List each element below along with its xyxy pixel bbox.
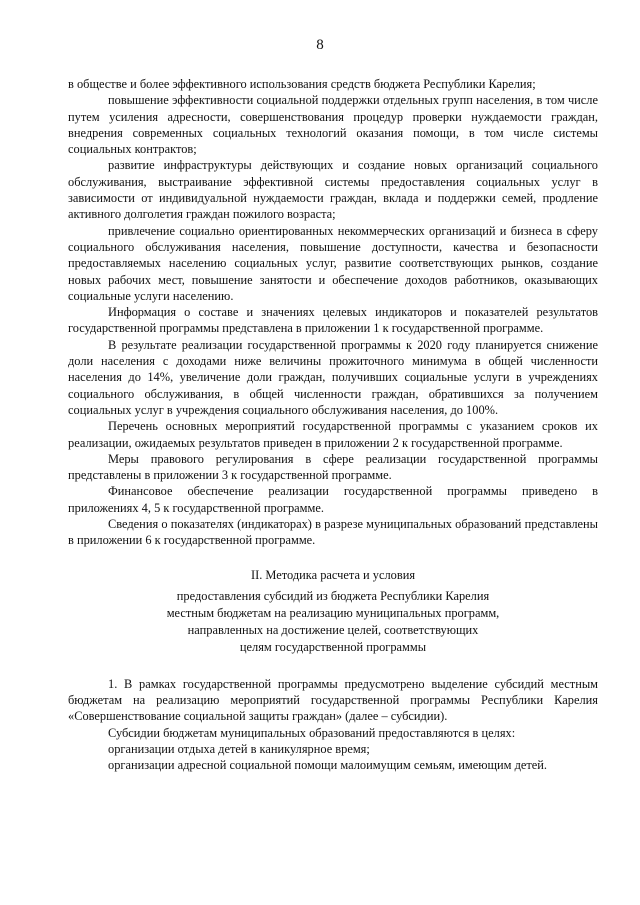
paragraph: Информация о составе и значениях целевых индикаторов и показателей результатов государственной программы представлена в приложении 1 к государственной программе. (68, 305, 598, 336)
paragraph: 1. В рамках государственной программы предусмотрено выделение субсидий местным бюджетам на реализацию мероприятий государственной программы Республики Карелия «Совершенствование социальной защиты граждан» (далее – субсидии). (68, 676, 598, 724)
paragraph: В результате реализации государственной программы к 2020 году планируется снижение доли населения с доходами ниже величины прожиточного минимума в общей численности населения до 14%, увеличение доли граждан, получивших социальные услуги в учреждениях социального обслуживания, в общей численности граждан, обратившихся за получением социальных услуг в учреждения социального обслуживания населения, до 100%. (68, 337, 598, 417)
document-body (68, 76, 598, 773)
paragraph: Финансовое обеспечение реализации государственной программы приведено в приложениях 4, 5 к государственной программе. (68, 484, 598, 515)
paragraph: повышение эффективности социальной поддержки отдельных групп населения, в том числе путем усиления адресности, совершенствования процедур проверки нуждаемости граждан, внедрения современных социальных технологий оказания помощи, в том числе системы социальных контрактов; (68, 93, 598, 157)
section-heading (68, 567, 598, 656)
section-title: II. Методика расчета и условия (250, 567, 416, 582)
paragraph: Сведения о показателях (индикаторах) в разрезе муниципальных образований представлены в приложении 6 к государственной программе. (68, 517, 598, 548)
paragraph-continuation: в обществе и более эффективного использования средств бюджета Республики Карелия; (68, 77, 536, 91)
paragraph: организации отдыха детей в каникулярное время; (108, 741, 370, 756)
section-subtitle-line: предоставления субсидий из бюджета Республики Карелия (176, 588, 490, 603)
paragraph: Перечень основных мероприятий государственной программы с указанием сроков их реализации, ожидаемых результатов приведен в приложении 2 к государственной программе. (68, 419, 598, 450)
paragraph: развитие инфраструктуры действующих и создание новых организаций социального обслуживания, выстраивание эффективной системы предоставления социальных услуг в зависимости от индивидуальной нуждаемости граждан, вклада и поддержки семей, продление активного долголетия граждан пожилого возраста; (68, 158, 598, 222)
page-number: 8 (316, 37, 324, 53)
paragraph: Субсидии бюджетам муниципальных образований предоставляются в целях: (108, 725, 516, 740)
paragraph: Меры правового регулирования в сфере реализации государственной программы представлены в приложении 3 к государственной программе. (68, 451, 598, 483)
paragraph: организации адресной социальной помощи малоимущим семьям, имеющим детей. (108, 758, 548, 773)
section-subtitle-line: целям государственной программы (239, 639, 427, 654)
section-subtitle-line: местным бюджетам на реализацию муниципальных программ, (166, 605, 500, 620)
paragraph: привлечение социально ориентированных некоммерческих организаций и бизнеса в сферу социального обслуживания населения, повышение доступности, качества и безопасности предоставляемых населению социальных услуг, развитие соответствующих рынков, создание новых рабочих мест, повышение занятости и обеспечение доходов работников, оказывающих социальные услуги населению. (68, 223, 598, 303)
section-subtitle-line: направленных на достижение целей, соответствующих (187, 622, 479, 637)
